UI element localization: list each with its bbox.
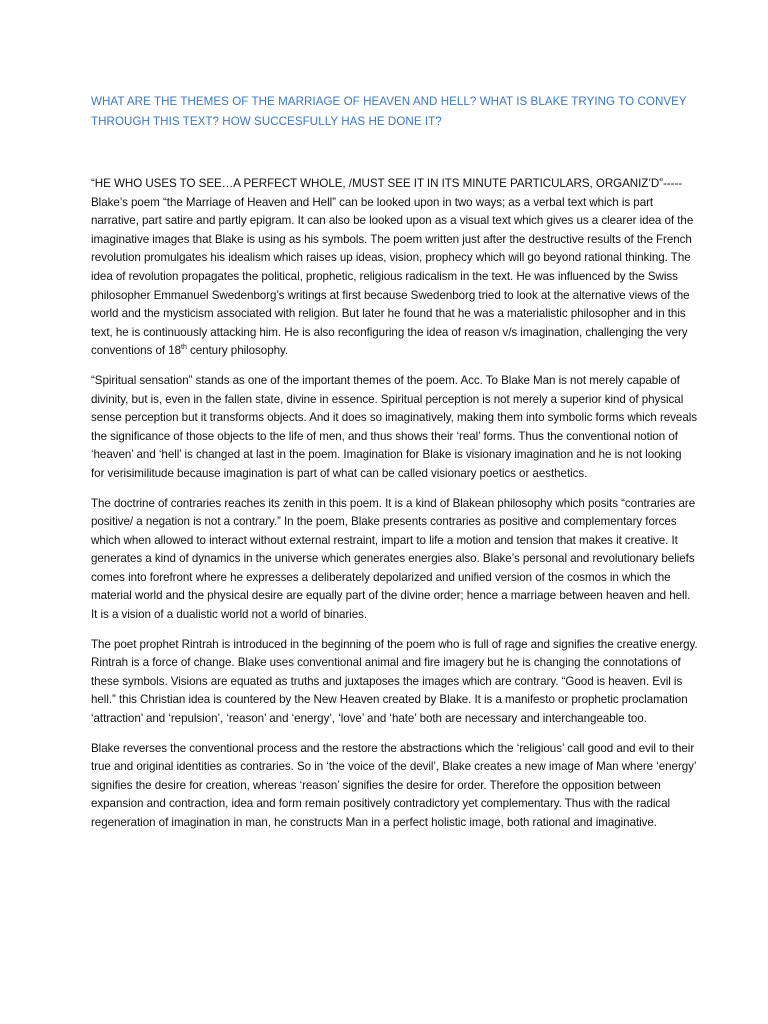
paragraph-5: Blake reverses the conventional process and the restore the abstractions which the ‘religious’ call good and evil to their true and original identities as contraries. So in ‘the voice of the devil’, Blake creates a new image of Man where ‘energy’ signifies the desire for creation, whereas ‘reason’ signifies the desire for order. Therefore the opposition between expansion and contraction, idea and form remain positively contradictory yet complementary. Thus with the radical regeneration of imagination in man, he constructs Man in a perfect holistic image, both rational and imaginative.	[91, 741, 696, 829]
paragraph-1-tail: century philosophy.	[186, 344, 289, 358]
heading-line-1: WHAT ARE THE THEMES OF THE MARRIAGE OF HEAVEN AND HELL? WHAT IS BLAKE TRYING TO CONVEY	[91, 95, 687, 108]
heading-line-2: THROUGH THIS TEXT? HOW SUCCESFULLY HAS HE DONE IT?	[91, 115, 442, 128]
paragraph-2: “Spiritual sensation” stands as one of the important themes of the poem. Acc. To Blake Man is not merely capable of divinity, but is, even in the fallen state, divine in essence. Spiritual perception is not merely a superior kind of physical sense perception but it transforms objects. And it does so imaginatively, making them into symbolic forms which reveals the significance of those objects to the life of men, and thus shows their ‘real’ forms. Thus the conventional notion of ‘heaven’ and ‘hell’ is changed at last in the poem. Imagination for Blake is visionary imagination and he is not looking for verisimilitude because imagination is part of what can be called visionary poetics or aesthetics.	[91, 373, 698, 480]
paragraph-1	[91, 175, 698, 361]
superscript-th: th	[181, 344, 187, 352]
document-heading	[91, 92, 698, 132]
paragraph-4: The poet prophet Rintrah is introduced in the beginning of the poem who is full of rage and signifies the creative energy. Rintrah is a force of change. Blake uses conventional animal and fire imagery but he is changing the connotations of these symbols. Visions are equated as truths and juxtaposes the images which are contrary. “Good is heaven. Evil is hell.” this Christian idea is countered by the New Heaven created by Blake. It is a manifesto or prophetic proclamation ‘attraction’ and ‘repulsion’, ‘reason’ and ‘energy’, ‘love’ and ‘hate’ both are necessary and interchangeable too.	[91, 637, 698, 726]
paragraph-1-text: “HE WHO USES TO SEE…A PERFECT WHOLE, /MUST SEE IT IN ITS MINUTE PARTICULARS, ORGANIZ’D”----- Blake’s poem “the Marriage of Heaven and Hell” can be looked upon in two ways; as a verbal text which is part narrative, part satire and partly epigram. It can also be looked upon as a visual text which gives us a clearer idea of the imaginative images that Blake is using as his symbols. The poem written just after the destructive results of the French revolution promulgates his idealism which raises up ideas, vision, prophecy which will go beyond rational thinking. The idea of revolution propagates the political, prophetic, religious radicalism in the text. He was influenced by the Swiss philosopher Emmanuel Swedenborg’s writings at first because Swedenborg tried to look at the alternative views of the world and the mysticism associated with religion. But later he found that he was a materialistic philosopher and in this text, he is continuously attacking him. He is also reconfiguring the idea of reason v/s imagination, challenging the very conventions of 18	[91, 177, 694, 358]
paragraph-3: The doctrine of contraries reaches its zenith in this poem. It is a kind of Blakean philosophy which posits “contraries are positive/ a negation is not a contrary.” In the poem, Blake presents contraries as positive and complementary forces which when allowed to interact without external restraint, impart to life a motion and tension that makes it creative. It generates a kind of dynamics in the universe which generates energies also. Blake’s personal and revolutionary beliefs comes into forefront where he expresses a deliberately depolarized and unified version of the cosmos in which the material world and the physical desire are equally part of the divine order; hence a marriage between heaven and hell. It is a vision of a dualistic world not a world of binaries.	[91, 496, 696, 622]
